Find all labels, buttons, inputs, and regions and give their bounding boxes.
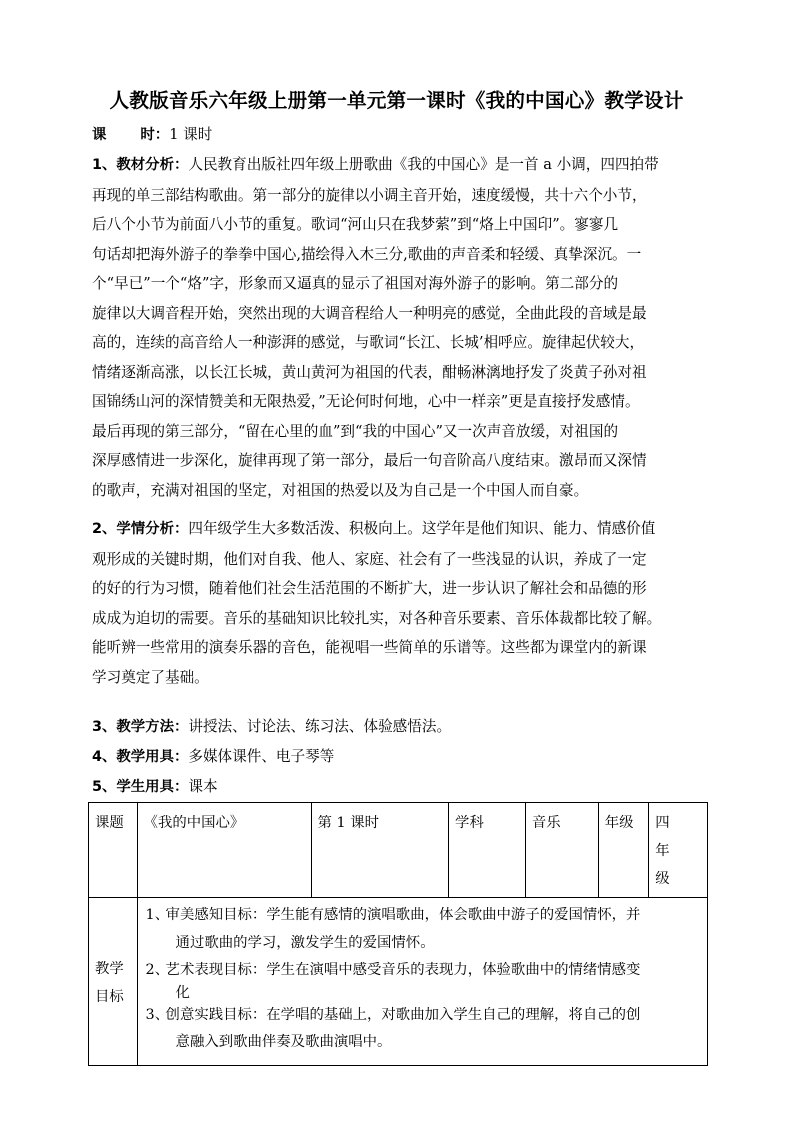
section-heading: 1、教材分析： bbox=[92, 157, 189, 173]
goal-text-continued: 通过歌曲的学习，激发学生的爱国情怀。 bbox=[175, 934, 435, 951]
course-hours-label: 课 时： bbox=[92, 127, 170, 143]
grade-label-cell: 年级 bbox=[598, 803, 649, 898]
goal-item bbox=[146, 1002, 701, 1057]
lesson-cell: 第 1 课时 bbox=[311, 803, 449, 898]
goals-content-cell bbox=[137, 898, 707, 1066]
section-teaching-methods bbox=[92, 712, 704, 743]
section-line: 观形成的关键时期，他们对自我、他人、家庭、社会有了一些浅显的认识，养成了一定 bbox=[92, 550, 647, 568]
section-line: 人民教育出版社四年级上册歌曲《我的中国心》是一首 a 小调，四四拍带 bbox=[188, 156, 659, 173]
subject-label-cell: 学科 bbox=[449, 803, 526, 898]
grade-value-line: 级 bbox=[655, 871, 670, 887]
goals-label-line: 目标 bbox=[95, 988, 124, 1005]
section-line: 的好的行为习惯，随着他们社会生活范围的不断扩大，进一步认识了解社会和品德的形 bbox=[92, 580, 647, 597]
goal-number: 3、 bbox=[145, 1006, 170, 1023]
goals-label-cell bbox=[89, 898, 138, 1066]
section-line: 国锦绣山河的深情赞美和无限热爱，”无论何时何地，心中一样亲”更是直接抒发感情。 bbox=[92, 393, 640, 410]
section-line: 高的，连续的高音给人一种澎湃的感觉，与歌词“长江、长城’相呼应。旋律起伏较大， bbox=[92, 334, 645, 351]
section-line: 旋律以大调音程开始，突然出现的大调音程给人一种明亮的感觉，全曲此段的音域是最 bbox=[92, 304, 647, 322]
goal-text: 艺术表现目标：学生在演唱中感受音乐的表现力，体验歌曲中的情绪情感变 bbox=[165, 962, 641, 978]
section-line: 后八个小节为前面八小节的重复。歌词“河山只在我梦萦”到“烙上中国印”。寥寥几 bbox=[92, 216, 619, 233]
table-row bbox=[89, 898, 708, 1066]
goal-item bbox=[146, 902, 701, 957]
section-line: 多媒体课件、电子琴等 bbox=[188, 748, 335, 765]
goal-item bbox=[146, 957, 701, 1002]
topic-value-cell: 《我的中国心》 bbox=[137, 803, 311, 898]
section-line: 个“早已”一个“烙”字，形象而又逼真的显示了祖国对海外游子的影响。第二部分的 bbox=[92, 275, 619, 292]
section-line: 的歌声，充满对祖国的坚定，对祖国的热爱以及为自己是一个中国人而自豪。 bbox=[92, 481, 589, 499]
section-line: 句话却把海外游子的拳拳中国心,描绘得入木三分,歌曲的声音柔和轻缓、真挚深沉。一 bbox=[92, 245, 642, 263]
section-line: 深厚感情进一步深化，旋律再现了第一部分，最后一句音阶高八度结束。激昂而又深情 bbox=[92, 452, 647, 469]
topic-label-cell: 课题 bbox=[89, 803, 138, 898]
section-line: 学习奠定了基础。 bbox=[92, 668, 209, 686]
section-line: 讲授法、讨论法、练习法、体验感悟法。 bbox=[188, 718, 452, 735]
subject-value-cell: 音乐 bbox=[525, 803, 598, 898]
goal-text: 审美感知目标：学生能有感情的演唱歌曲，体会歌曲中游子的爱国情怀，并 bbox=[165, 907, 641, 923]
section-line: 课本 bbox=[188, 778, 218, 795]
goal-number: 2、 bbox=[145, 962, 170, 978]
grade-value-cell bbox=[649, 803, 708, 898]
goal-text-continued: 化 bbox=[175, 984, 190, 1001]
section-line: 四年级学生大多数活泼、积极向上。这学年是他们知识、能力、情感价值 bbox=[188, 520, 656, 537]
section-heading: 4、教学用具： bbox=[92, 749, 189, 765]
section-textbook-analysis bbox=[92, 150, 704, 505]
page-title: 人教版音乐六年级上册第一单元第一课时《我的中国心》教学设计 bbox=[109, 89, 684, 112]
section-teaching-tools bbox=[92, 742, 704, 773]
grade-value-line: 四 年 bbox=[655, 815, 699, 859]
goal-text-continued: 意融入到歌曲伴奏及歌曲演唱中。 bbox=[175, 1034, 392, 1050]
course-hours-line bbox=[92, 120, 212, 150]
section-student-tools bbox=[92, 772, 704, 803]
table-row bbox=[89, 803, 708, 898]
section-heading: 2、学情分析： bbox=[92, 521, 189, 537]
section-heading: 5、学生用具： bbox=[92, 779, 189, 795]
section-line: 再现的单三部结构歌曲。第一部分的旋律以小调主音开始，速度缓慢，共十六个小节， bbox=[92, 186, 647, 204]
goal-number: 1、 bbox=[145, 907, 170, 923]
section-line: 情绪逐渐高涨，以长江长城，黄山黄河为祖国的代表，酣畅淋漓地抒发了炎黄子孙对祖 bbox=[92, 363, 647, 381]
section-heading: 3、教学方法： bbox=[92, 719, 189, 735]
section-line: 最后再现的第三部分，“留在心里的血”到“我的中国心”又一次声音放缓，对祖国的 bbox=[92, 422, 619, 440]
section-line: 成成为迫切的需要。音乐的基础知识比较扎实，对各种音乐要素、音乐体裁都比较了解。 bbox=[92, 609, 662, 627]
course-hours-value: 1 课时 bbox=[169, 126, 213, 143]
section-line: 能听辨一些常用的演奏乐器的音色，能视唱一些简单的乐谱等。这些都为课堂内的新课 bbox=[92, 639, 647, 656]
lesson-info-table bbox=[88, 802, 708, 1066]
section-student-analysis bbox=[92, 514, 704, 692]
goal-text: 创意实践目标：在学唱的基础上，对歌曲加入学生自己的理解，将自己的创 bbox=[165, 1006, 641, 1023]
goals-label-line: 教学 bbox=[95, 960, 124, 977]
